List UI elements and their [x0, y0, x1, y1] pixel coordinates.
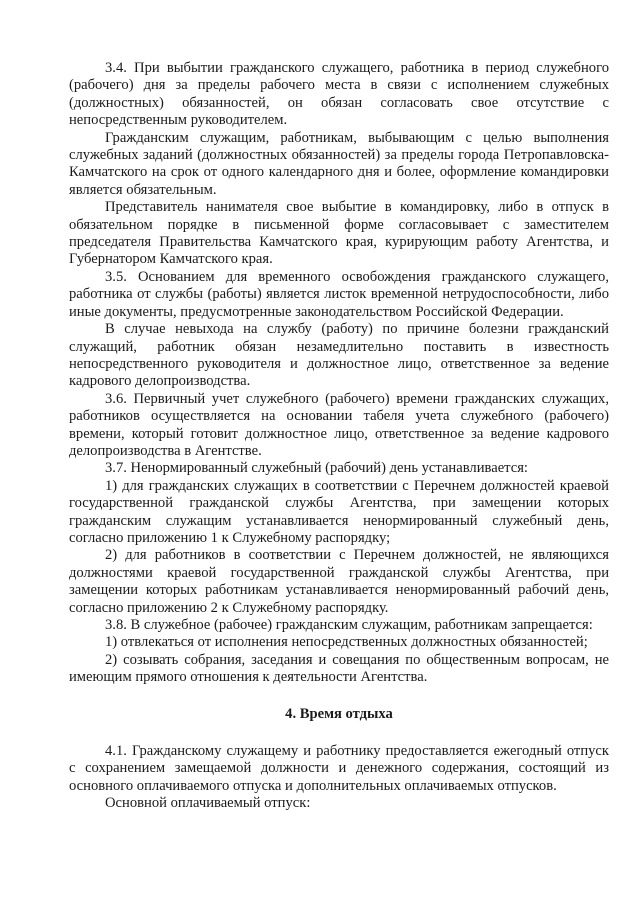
- body-text-after-heading: [69, 743, 609, 813]
- list-item-3-7-2: 2) для работников в соответствии с Перечнем должностей, не являющихся должностями краевой государственной гражданской службы Агентства, при замещении которых работникам устанавливается ненормированный рабочий день, согласно приложению 2 к Служебному распорядку.: [69, 547, 609, 616]
- paragraph-sick-leave: В случае невыхода на службу (работу) по причине болезни гражданский служащий, работник обязан незамедлительно поставить в известность непосредственного руководителя и должностное лицо, ответственное за ведение кадрового делопроизводства.: [69, 321, 609, 390]
- paragraph-main-leave: Основной оплачиваемый отпуск:: [105, 795, 311, 812]
- list-item-3-7-1: 1) для гражданских служащих в соответствии с Перечнем должностей краевой государственной гражданской службы Агентства, при замещении которых гражданским служащим устанавливается ненормированный служебный день, согласно приложению 1 к Служебному распорядку;: [69, 477, 609, 546]
- section-heading: 4. Время отдыха: [285, 705, 393, 722]
- paragraph-3-5: 3.5. Основанием для временного освобождения гражданского служащего, работника от службы (работы) является листок временной нетрудоспособности, либо иные документы, предусмотренные законодательством Российской Федерации.: [69, 268, 609, 320]
- list-item-3-8-1: 1) отвлекаться от исполнения непосредственных должностных обязанностей;: [105, 634, 588, 651]
- paragraph-3-7: 3.7. Ненормированный служебный (рабочий) день устанавливается:: [105, 460, 528, 477]
- paragraph-3-4: 3.4. При выбытии гражданского служащего, работника в период служебного (рабочего) дня за пределы рабочего места в связи с исполнением служебных (должностных) обязанностей, он обязан согласовать свое отсутствие с непосредственным руководителем.: [69, 60, 609, 129]
- paragraph-3-6: 3.6. Первичный учет служебного (рабочего) времени гражданских служащих, работников осуществляется на основании табеля учета служебного (рабочего) времени, который готовит должностное лицо, ответственное за ведение кадрового делопроизводства в Агентстве.: [69, 390, 609, 459]
- paragraph-3-8: 3.8. В служебное (рабочее) гражданским служащим, работникам запрещается:: [105, 617, 593, 633]
- list-item-3-8-2: 2) созывать собрания, заседания и совещания по общественным вопросам, не имеющим прямого отношения к деятельности Агентства.: [69, 651, 609, 686]
- body-text-before-heading: [69, 60, 609, 687]
- paragraph-employer-representative: Представитель нанимателя свое выбытие в командировку, либо в отпуск в обязательном порядке в письменной форме согласовывает с заместителем председателя Правительства Камчатского края, курирующим работу Агентства, и Губернатором Камчатского края.: [69, 199, 609, 268]
- paragraph-4-1: 4.1. Гражданскому служащему и работнику предоставляется ежегодный отпуск с сохранением замещаемой должности и денежного содержания, состоящий из основного оплачиваемого отпуска и дополнительных оплачиваемых отпусков.: [69, 743, 609, 794]
- paragraph-business-trip: Гражданским служащим, работникам, выбывающим с целью выполнения служебных заданий (должностных обязанностей) за пределы города Петропавловска-Камчатского на срок от одного календарного дня и более, оформление командировки является обязательным.: [69, 129, 609, 198]
